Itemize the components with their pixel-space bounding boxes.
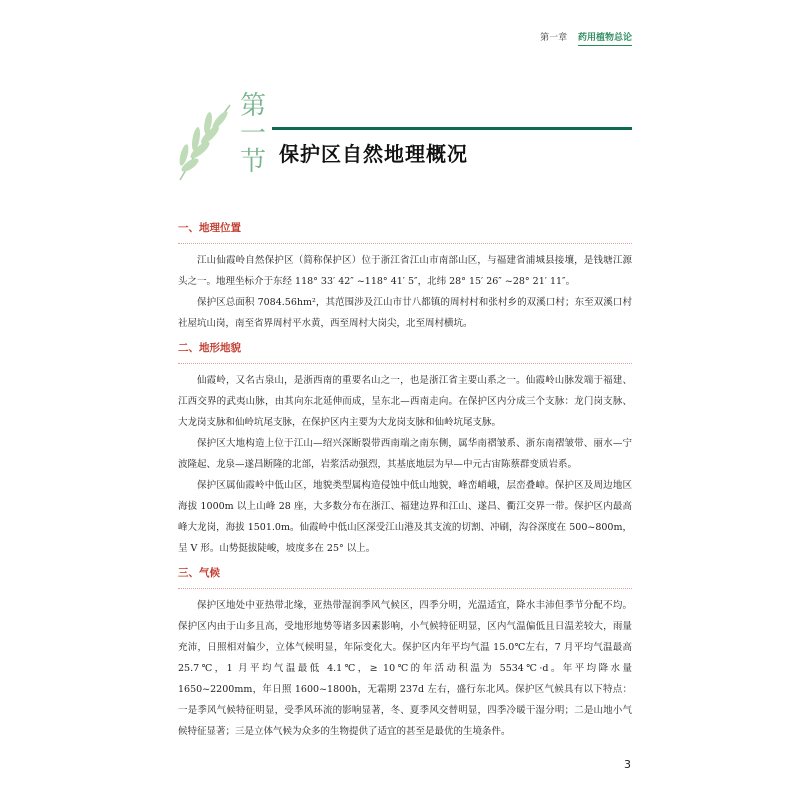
running-header [540,30,632,43]
heading-divider [178,363,632,364]
page-number: 3 [624,758,631,771]
heading-climate: 三、气候 [178,567,220,579]
paragraph: 保护区属仙霞岭中低山区，地貌类型属构造侵蚀中低山地貌，峰峦峭峨，层峦叠嶂。保护区及周边地区海拔 1000m 以上山峰 28 座，大多数分布在浙江、福建边界和江山、遂昌、衢江交界一带。保护区内最高峰大龙岗，海拔 1501.0m。仙霞岭中低山区深受江山港及其支流的切割、冲刷，沟谷深度在 500~800m，呈 V 形。山势挺拔陡峻，坡度多在 25° 以上。 [178,480,632,554]
section-title: 保护区自然地理概况 [279,142,468,166]
leaf-decoration-icon [170,95,240,185]
header-rule [578,45,632,46]
chapter-label: 第一章 [540,33,568,43]
body-content [178,216,632,742]
heading-landform: 二、地形地貌 [178,342,241,354]
heading-divider [178,588,632,589]
paragraph: 江山仙霞岭自然保护区（简称保护区）位于浙江省江山市南部山区，与福建省浦城县接壤，是钱塘江源头之一。地理坐标介于东经 118° 33′ 42″ ~118° 41′ 5″，北纬 28° 15′ 26″ ~28° 21′ 11″。 [178,255,632,287]
heading-geo-location: 一、地理位置 [178,222,241,234]
paragraph: 仙霞岭，又名古泉山，是浙西南的重要名山之一，也是浙江省主要山系之一。仙霞岭山脉发端于福建、江西交界的武夷山脉，由其向东北延伸而成，呈东北—西南走向。在保护区内分成三个支脉：龙门岗支脉、大龙岗支脉和仙岭坑尾支脉，在保护区内主要为大龙岗支脉和仙岭坑尾支脉。 [178,375,632,428]
section-number: 第 一 节 [239,91,266,177]
book-section-title: 药用植物总论 [577,33,632,43]
paragraph: 保护区地处中亚热带北缘，亚热带湿润季风气候区，四季分明，光温适宜，降水丰沛但季节分配不均。保护区内由于山多且高，受地形地势等诸多因素影响，小气候特征明显，区内气温偏低且日温差较大，雨量充沛，日照相对偏少，立体气候明显，年际变化大。保护区内年平均气温 15.0℃左右，7 月平均气温最高 25.7℃，1 月平均气温最低 4.1℃，≥ 10℃的年活动积温为 5534℃·d。年平均降水量 1650~2200mm，年日照 1600~1800h，无霜期 237d 左右，盛行东北风。保护区气候具有以下特点：一是季风气候特征明显，受季风环流的影响显著，冬、夏季风交替明显，四季冷暖干湿分明；二是山地小气候特征显著；三是立体气候为众多的生物提供了适宜的甚至是最优的生境条件。 [178,600,632,737]
title-rule [272,127,632,130]
paragraph: 保护区总面积 7084.56hm²，其范围涉及江山市廿八都镇的周村村和张村乡的双溪口村；东至双溪口村社屋坑山岗，南至省界周村平水黄，西至周村大岗尖，北至周村横坑。 [178,297,632,329]
paragraph: 保护区大地构造上位于江山—绍兴深断裂带西南端之南东侧，属华南褶皱系、浙东南褶皱带、丽水—宁波隆起、龙泉—遂昌断隆的北部，岩浆活动强烈，其基底地层为早—中元古宙陈蔡群变质岩系。 [178,438,632,470]
heading-divider [178,243,632,244]
